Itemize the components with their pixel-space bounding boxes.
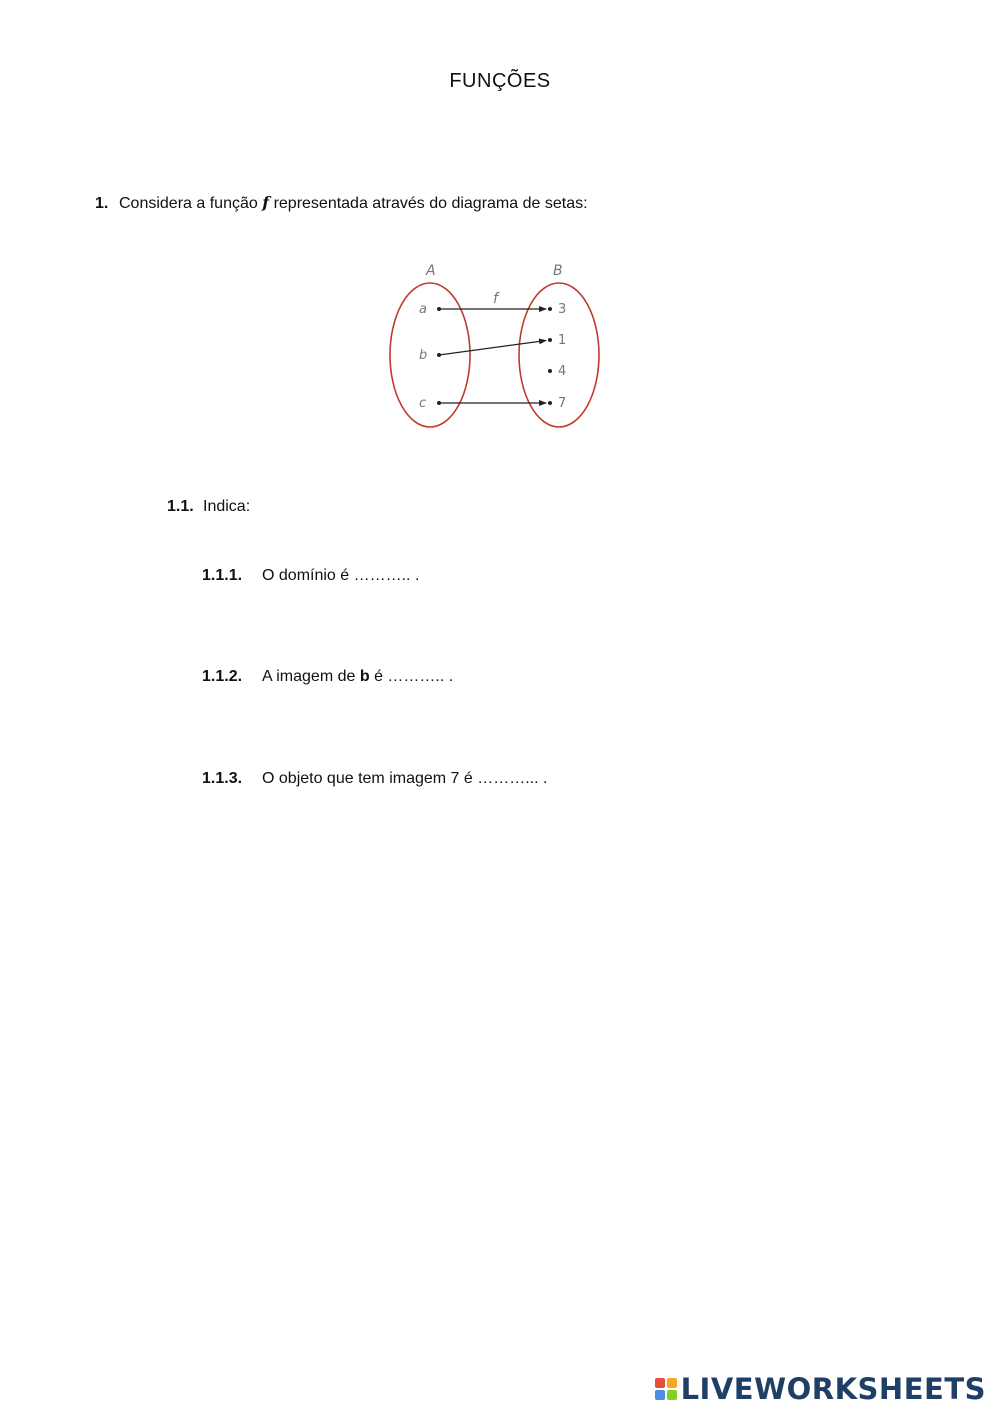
question-1-1-1-number: 1.1.1. xyxy=(202,567,243,584)
question-1-1-2-number: 1.1.2. xyxy=(202,668,243,685)
logo-tile-red xyxy=(655,1378,665,1388)
logo-tile-blue xyxy=(655,1390,665,1400)
logo-tiles-icon xyxy=(655,1378,677,1400)
domain-element-b: b xyxy=(419,348,428,363)
codomain-element-4: 4 xyxy=(558,364,567,379)
codomain-element-3: 3 xyxy=(558,302,567,317)
codomain-point-3 xyxy=(548,307,552,311)
question-1-1 xyxy=(167,497,250,517)
question-1-1-3-text: O objeto que tem imagem 7 é ………... . xyxy=(262,770,548,787)
question-1-text-before: Considera a função xyxy=(119,195,258,212)
question-1-1-text: Indica: xyxy=(203,498,251,515)
question-1-1-2-text-before: A imagem de xyxy=(262,668,356,685)
codomain-point-1 xyxy=(548,338,552,342)
codomain-point-7 xyxy=(548,401,552,405)
function-arrow-label: f xyxy=(493,291,498,307)
codomain-element-7: 7 xyxy=(558,396,567,411)
question-1-1-2 xyxy=(202,667,453,687)
question-1-number: 1. xyxy=(95,195,109,212)
question-1-1-3-number: 1.1.3. xyxy=(202,770,243,787)
liveworksheets-logo xyxy=(655,1372,986,1406)
question-1-1-number: 1.1. xyxy=(167,498,194,515)
question-1-text-after: representada através do diagrama de setas: xyxy=(273,195,588,212)
question-1 xyxy=(95,193,588,214)
question-1-1-1-text: O domínio é ……….. . xyxy=(262,567,420,584)
arrow-diagram xyxy=(380,255,620,440)
function-name: f xyxy=(262,193,270,212)
domain-element-a: a xyxy=(419,302,427,317)
codomain-point-4 xyxy=(548,369,552,373)
set-a-ellipse xyxy=(390,283,470,427)
question-1-1-2-text-after: é ……….. . xyxy=(374,668,454,685)
set-b-label: B xyxy=(553,263,563,279)
set-a-label: A xyxy=(426,263,436,279)
logo-tile-orange xyxy=(667,1378,677,1388)
question-1-1-2-bold-variable: b xyxy=(359,668,370,685)
mapping-arrow-b-1 xyxy=(439,341,546,356)
domain-element-c: c xyxy=(419,396,427,411)
logo-text: LIVEWORKSHEETS xyxy=(680,1372,986,1406)
codomain-element-1: 1 xyxy=(558,333,567,348)
page-title: FUNÇÕES xyxy=(449,70,551,92)
question-1-1-3 xyxy=(202,769,547,789)
logo-tile-green xyxy=(667,1390,677,1400)
question-1-1-1 xyxy=(202,566,419,586)
